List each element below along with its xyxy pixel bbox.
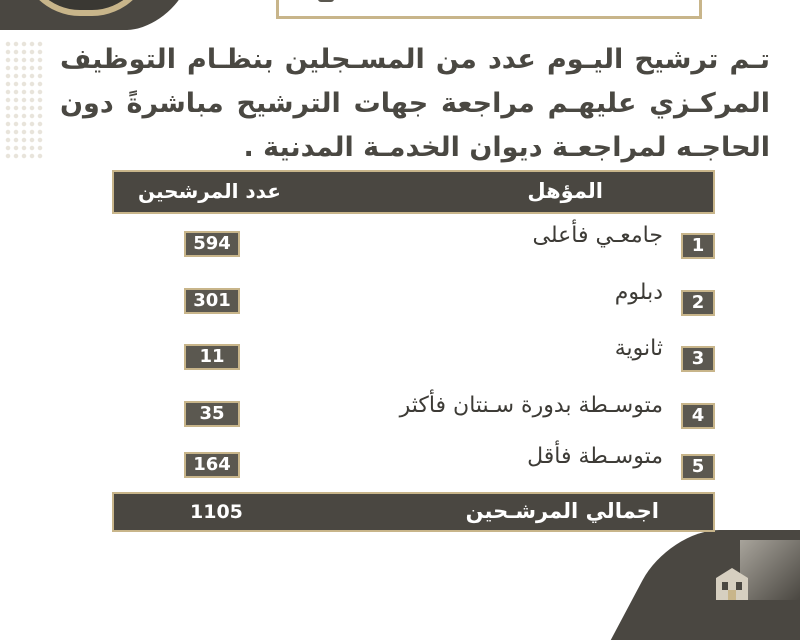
row-number: 1 [681,233,715,259]
total-row [112,492,715,532]
top-title-frame [276,0,702,19]
row-count: 164 [184,452,240,478]
row-count: 594 [184,231,240,257]
row-number: 4 [681,403,715,429]
row-qualification: ثانوية [614,336,663,361]
table-row [112,444,715,486]
dot-pattern [4,40,44,160]
table-row [112,223,715,265]
announcement-text: تـم ترشيح اليـوم عدد من المسـجلين بنظـام التوظيف المركـزي عليهـم مراجعة جهات الترشيح مباشرةً دون الحاجـه لمراجعـة ديوان الخدمـة المدنية . [60,44,770,163]
row-count: 35 [184,401,240,427]
header-qualification: المؤهل [527,179,603,203]
table-row [112,336,715,378]
total-label: اجمالي المرشـحين [465,499,659,523]
row-number: 3 [681,346,715,372]
table-header [112,170,715,214]
row-qualification: متوسـطة بدورة سـنتان فأكثر [399,393,663,418]
header-candidate-count: عدد المرشحين [138,179,281,203]
row-count: 301 [184,288,240,314]
row-count: 11 [184,344,240,370]
top-title-glyph [318,0,334,2]
row-qualification: متوسـطة فأقل [527,444,663,469]
table-row [112,393,715,435]
row-number: 5 [681,454,715,480]
table-row [112,280,715,322]
row-qualification: دبلوم [614,280,663,305]
building-logo-icon [712,566,752,600]
row-number: 2 [681,290,715,316]
total-value: 1105 [190,501,243,523]
row-qualification: جامعـي فأعلى [532,223,663,248]
